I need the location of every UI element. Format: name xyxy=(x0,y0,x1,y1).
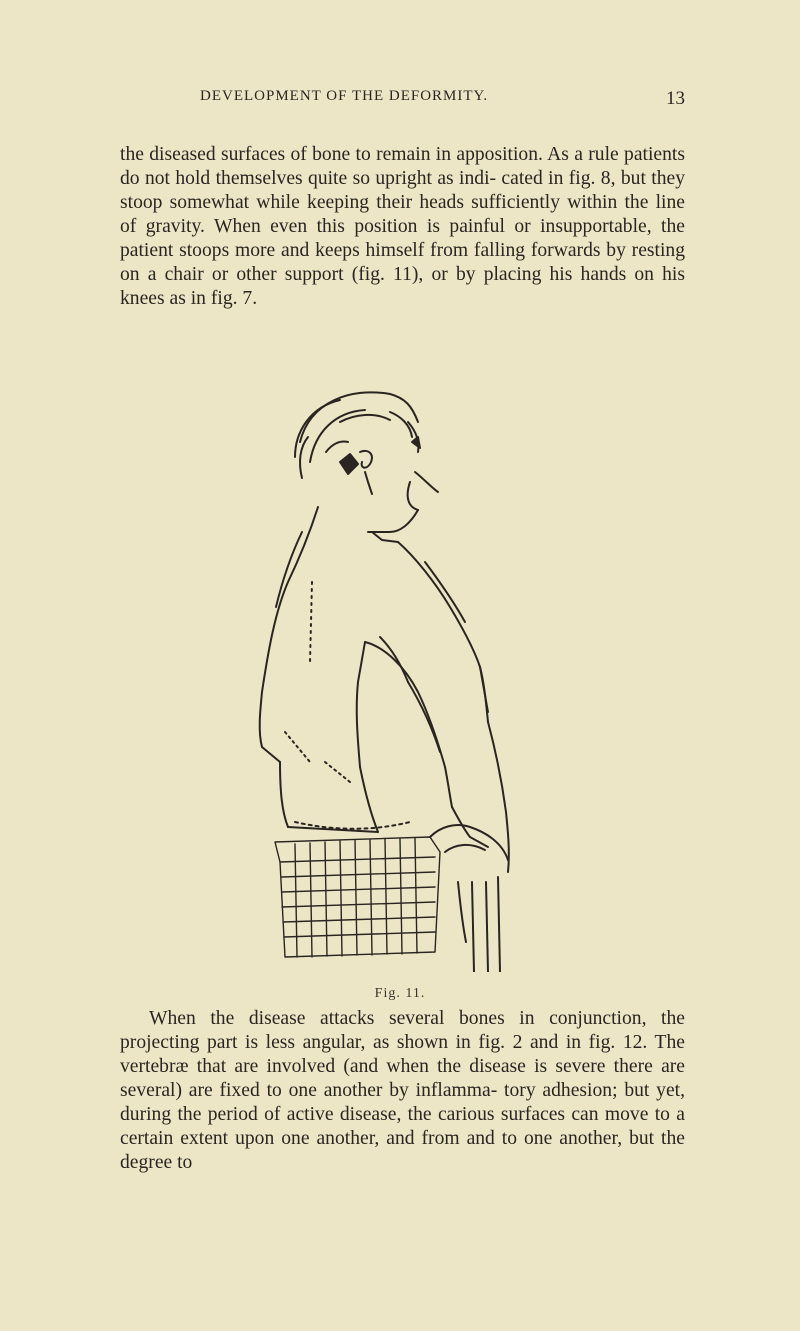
arm-outline xyxy=(365,642,445,767)
paragraph-1: the diseased surfaces of bone to remain in apposition. As a rule patients do not hold themselves quite so upright as indi- cated in fig. 8, but they stoop somewhat while keeping their heads sufficiently within the line of gravity. When even this position is painful or insupportable, the patient stoops more and keeps himself from falling forwards by resting on a chair or other support (fig. 11), or by placing his hands on his knees as in fig. 7. xyxy=(120,144,685,309)
paragraph-2: When the disease attacks several bones in conjunction, the projecting part is less angular, as shown in fig. 2 and in fig. 12. The vertebræ that are involved (and when the disease is severe there are several) are fixed to one another by inflamma- tory adhesion; but yet, during the period of active disease, the carious surfaces can move to a certain extent upon one another, and from and to one another, but the degree to xyxy=(120,1008,685,1173)
chest-outline xyxy=(398,542,480,667)
chair xyxy=(472,882,474,972)
figure-11-illustration xyxy=(240,382,540,972)
back-outline xyxy=(262,507,318,692)
figure-caption: Fig. 11. xyxy=(374,986,426,1001)
running-title: DEVELOPMENT OF THE DEFORMITY. xyxy=(200,88,489,104)
page-number: 13 xyxy=(666,88,685,109)
